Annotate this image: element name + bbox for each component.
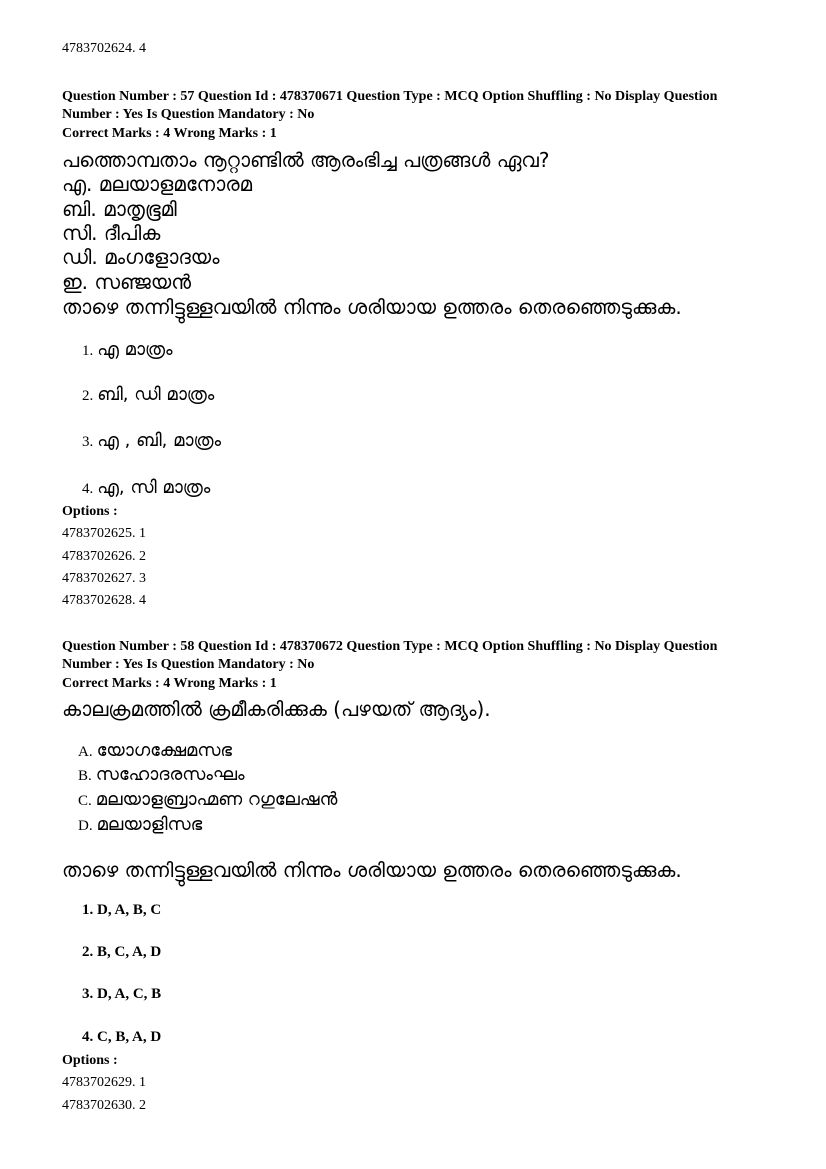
q57-choice-1[interactable] bbox=[82, 339, 173, 361]
item-text: യോഗക്ഷേമസഭ bbox=[96, 740, 233, 761]
choice-text: എ മാത്രം bbox=[97, 339, 173, 360]
q57-option-1: 4783702625. 1 bbox=[62, 526, 146, 541]
q58-item-b bbox=[78, 764, 245, 786]
q57-option-3: 4783702627. 3 bbox=[62, 571, 146, 586]
q58-item-a bbox=[78, 740, 232, 762]
q57-choice-2[interactable] bbox=[82, 384, 214, 406]
item-text: മലയാളിസഭ bbox=[96, 814, 203, 835]
q57-choice-4[interactable] bbox=[82, 477, 210, 499]
q58-marks: Correct Marks : 4 Wrong Marks : 1 bbox=[62, 676, 277, 691]
choice-text: എ , ബി, മാത്രം bbox=[97, 430, 222, 451]
item-text: സഹോദരസംഘം bbox=[95, 764, 245, 785]
item-text: മലയാളബ്രാഹ്മണ റഗുലേഷൻ bbox=[95, 789, 338, 810]
q57-instruction: താഴെ തന്നിട്ടുള്ളവയിൽ നിന്നും ശരിയായ ഉത്തരം തെരഞ്ഞെടുക്കുക. bbox=[62, 295, 682, 319]
choice-number: 4. bbox=[82, 481, 94, 497]
q58-header-line2: Number : Yes Is Question Mandatory : No bbox=[62, 657, 315, 672]
q58-choice-3[interactable]: 3. D, A, C, B bbox=[82, 986, 162, 1002]
item-letter: B. bbox=[78, 768, 92, 784]
choice-text: എ, സി മാത്രം bbox=[97, 477, 211, 498]
prev-option-line: 4783702624. 4 bbox=[62, 41, 146, 56]
q57-item-d: ഡി. മംഗളോദയം bbox=[62, 245, 220, 269]
q57-item-a: എ. മലയാളമനോരമ bbox=[62, 172, 253, 196]
q57-header-line1: Question Number : 57 Question Id : 478370671 Question Type : MCQ Option Shuffling : No Display Question bbox=[62, 89, 718, 104]
choice-number: 2. bbox=[82, 388, 94, 404]
q57-item-c: സി. ദീപിക bbox=[62, 221, 161, 245]
choice-text: ബി, ഡി മാത്രം bbox=[97, 384, 215, 405]
item-letter: A. bbox=[78, 744, 93, 760]
choice-number: 3. bbox=[82, 434, 94, 450]
q58-item-c bbox=[78, 789, 337, 811]
q58-stem: കാലക്രമത്തിൽ ക്രമീകരിക്കുക (പഴയത് ആദ്യം). bbox=[62, 697, 491, 721]
q58-item-d bbox=[78, 814, 202, 836]
q58-instruction: താഴെ തന്നിട്ടുള്ളവയിൽ നിന്നും ശരിയായ ഉത്തരം തെരഞ്ഞെടുക്കുക. bbox=[62, 858, 682, 882]
q58-choice-4[interactable]: 4. C, B, A, D bbox=[82, 1029, 162, 1045]
q57-header-line2: Number : Yes Is Question Mandatory : No bbox=[62, 107, 315, 122]
q57-options-label: Options : bbox=[62, 504, 118, 519]
q58-choice-1[interactable]: 1. D, A, B, C bbox=[82, 902, 162, 918]
item-letter: C. bbox=[78, 793, 92, 809]
q58-options-label: Options : bbox=[62, 1053, 118, 1068]
q57-item-e: ഇ. സഞ്ജയൻ bbox=[62, 270, 192, 294]
q57-marks: Correct Marks : 4 Wrong Marks : 1 bbox=[62, 126, 277, 141]
q57-option-4: 4783702628. 4 bbox=[62, 593, 146, 608]
q58-option-1: 4783702629. 1 bbox=[62, 1075, 146, 1090]
q57-item-b: ബി. മാതൃഭൂമി bbox=[62, 197, 177, 221]
item-letter: D. bbox=[78, 818, 93, 834]
q58-choice-2[interactable]: 2. B, C, A, D bbox=[82, 944, 162, 960]
q57-stem: പത്തൊമ്പതാം നൂറ്റാണ്ടിൽ ആരംഭിച്ച പത്രങ്ങൾ ഏവ? bbox=[62, 148, 550, 172]
q57-option-2: 4783702626. 2 bbox=[62, 549, 146, 564]
q58-option-2: 4783702630. 2 bbox=[62, 1098, 146, 1113]
choice-number: 1. bbox=[82, 343, 94, 359]
q57-choice-3[interactable] bbox=[82, 430, 221, 452]
q58-header-line1: Question Number : 58 Question Id : 478370672 Question Type : MCQ Option Shuffling : No Display Question bbox=[62, 639, 718, 654]
